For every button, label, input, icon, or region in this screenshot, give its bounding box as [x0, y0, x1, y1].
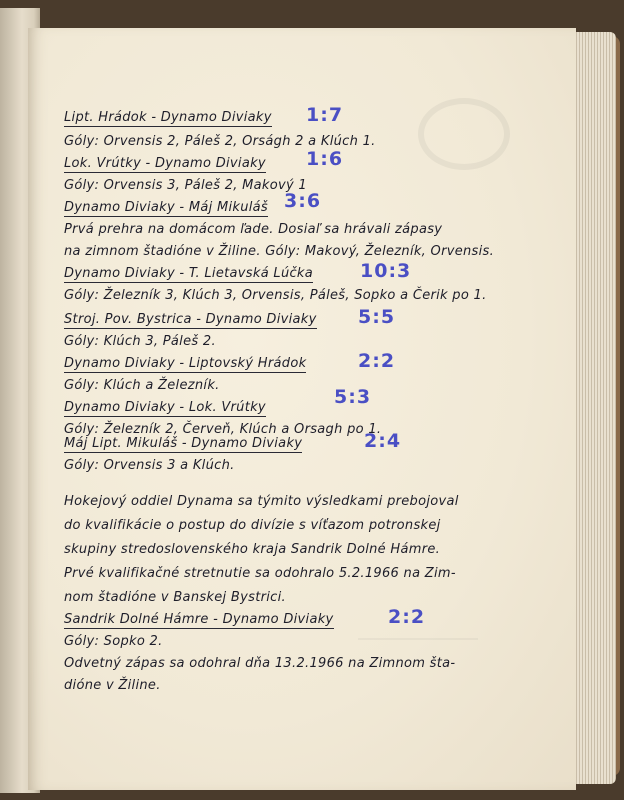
- goals-line: Góly: Sopko 2.: [64, 634, 163, 649]
- match-line: Lipt. Hrádok - Dynamo Diviaky: [64, 110, 272, 125]
- match-score: 10:3: [360, 260, 412, 282]
- paragraph-line: skupiny stredoslovenského kraja Sandrik Dolné Hámre.: [64, 542, 441, 557]
- goals-line: Góly: Orvensis 3 a Klúch.: [64, 458, 235, 473]
- match-line: Dynamo Diviaky - Liptovský Hrádok: [64, 356, 307, 371]
- match-score: 5:5: [358, 306, 396, 328]
- match-line: Máj Lipt. Mikuláš - Dynamo Diviaky: [64, 436, 303, 451]
- goals-line: Góly: Orvensis 3, Páleš 2, Makový 1: [64, 178, 307, 193]
- match-score: 2:2: [388, 606, 426, 628]
- goals-line: Góly: Železník 2, Červeň, Klúch a Orsagh po 1.: [64, 422, 382, 437]
- match-line: Stroj. Pov. Bystrica - Dynamo Diviaky: [64, 312, 317, 327]
- paragraph-line: Hokejový oddiel Dynama sa týmito výsledkami prebojoval: [64, 494, 459, 509]
- match-score: 1:7: [306, 104, 344, 126]
- goals-line: Góly: Klúch 3, Páleš 2.: [64, 334, 216, 349]
- goals-line: Góly: Orvensis 2, Páleš 2, Orságh 2 a Klúch 1.: [64, 134, 376, 149]
- match-line: Dynamo Diviaky - Lok. Vrútky: [64, 400, 266, 415]
- goals-line: Góly: Železník 3, Klúch 3, Orvensis, Páleš, Sopko a Čerik po 1.: [64, 288, 487, 303]
- paragraph-line: do kvalifikácie o postup do divízie s víťazom potronskej: [64, 518, 441, 533]
- match-line: Dynamo Diviaky - Máj Mikuláš: [64, 200, 269, 215]
- match-score: 5:3: [334, 386, 372, 408]
- paragraph-line: nom štadióne v Banskej Bystrici.: [64, 590, 286, 605]
- match-score: 2:4: [364, 430, 402, 452]
- match-line: Dynamo Diviaky - T. Lietavská Lúčka: [64, 266, 314, 281]
- paragraph-line: Prvé kvalifikačné stretnutie sa odohralo 5.2.1966 na Zim-: [64, 566, 456, 581]
- note-line: Prvá prehra na domácom ľade. Dosiaľ sa hrávali zápasy: [64, 222, 443, 237]
- match-score: 3:6: [284, 190, 322, 212]
- note-line: na zimnom štadióne v Žiline. Góly: Makový, Železník, Orvensis.: [64, 244, 495, 259]
- goals-line: Góly: Klúch a Železník.: [64, 378, 220, 393]
- notebook-page: [28, 28, 576, 790]
- bleed-through-mark: [418, 98, 510, 170]
- closing-line: Odvetný zápas sa odohral dňa 13.2.1966 na Zimnom šta-: [64, 656, 456, 671]
- match-line: Lok. Vrútky - Dynamo Diviaky: [64, 156, 266, 171]
- match-score: 2:2: [358, 350, 396, 372]
- closing-line: dióne v Žiline.: [64, 678, 161, 693]
- match-line: Sandrik Dolné Hámre - Dynamo Diviaky: [64, 612, 334, 627]
- match-score: 1:6: [306, 148, 344, 170]
